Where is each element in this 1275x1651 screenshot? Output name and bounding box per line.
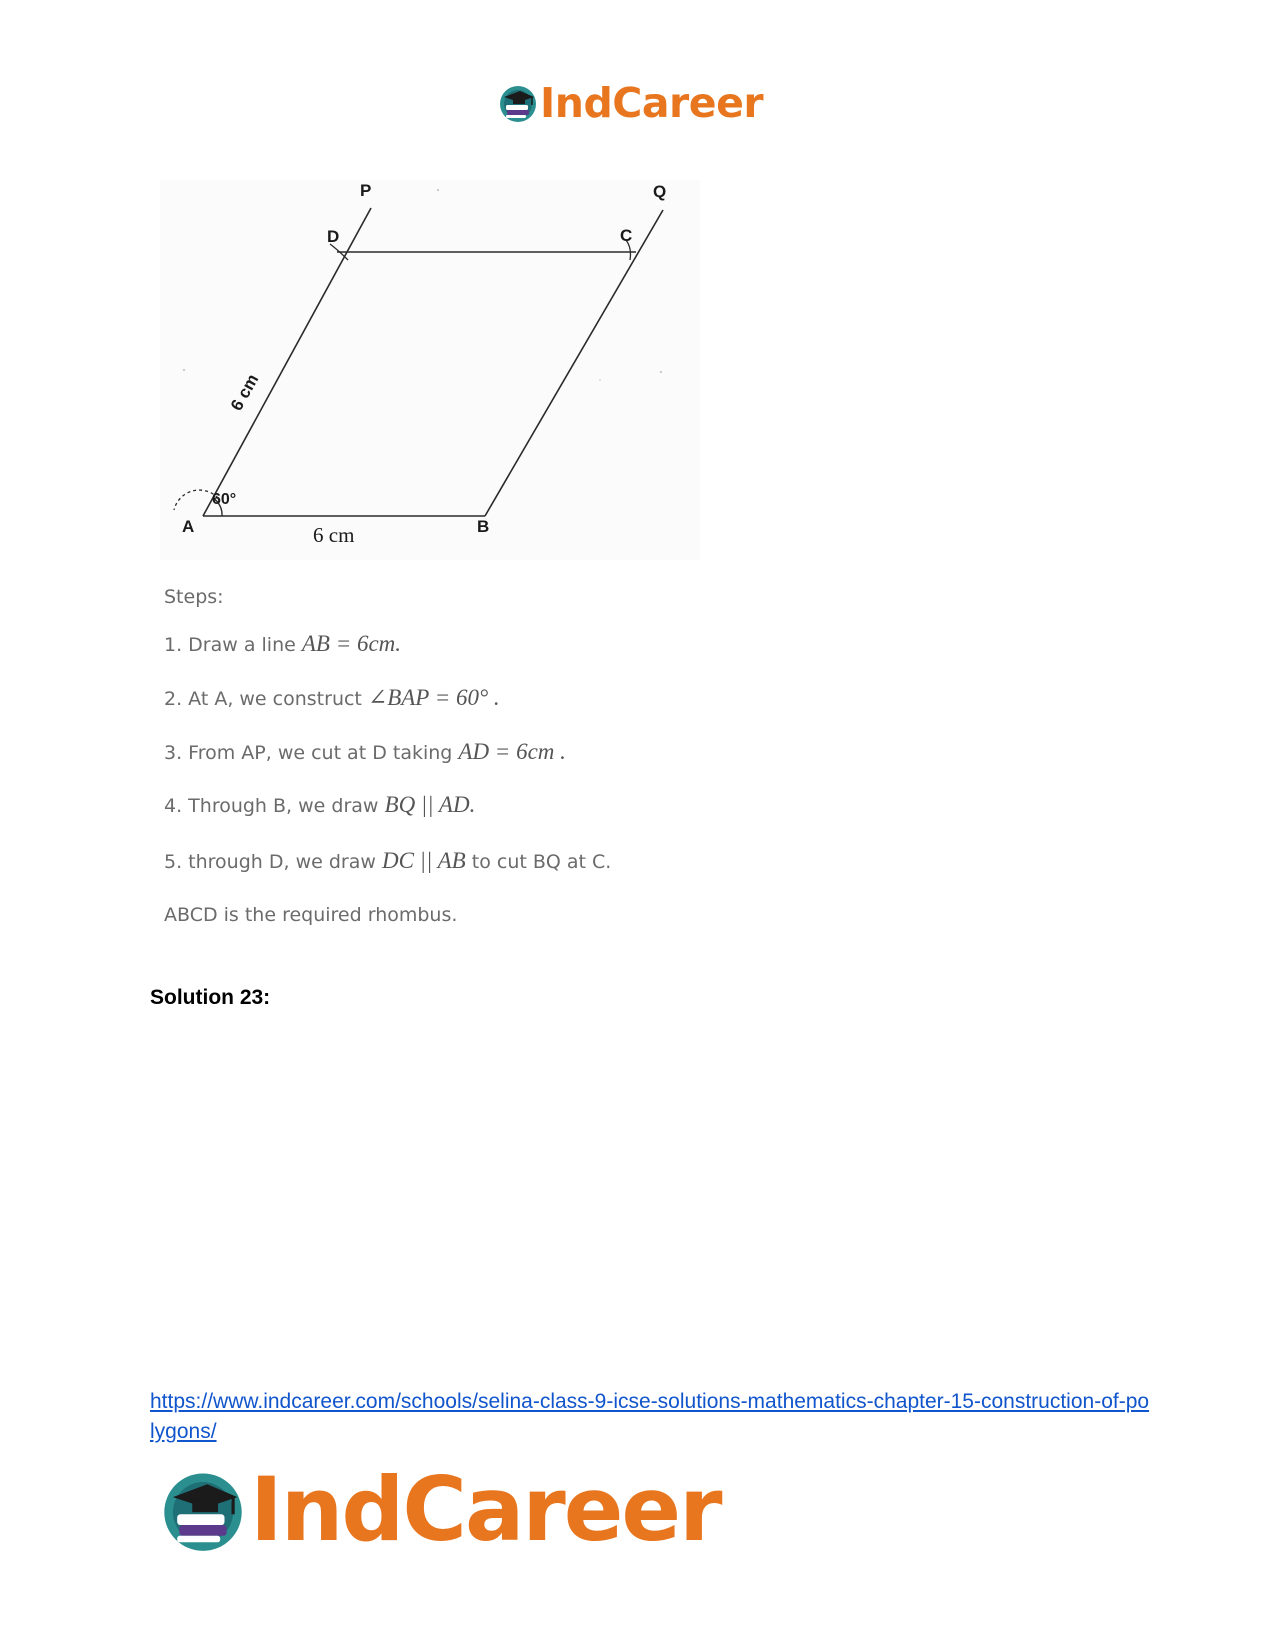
step-5-tail: to cut BQ at C. [471, 851, 612, 873]
rhombus-construction-figure [160, 180, 700, 560]
side-ad-length-label: 6 cm [226, 370, 263, 414]
graduation-cap-books-icon [498, 83, 538, 123]
rhombus-diagram [160, 180, 700, 560]
side-ab-length-label: 6 cm [313, 523, 355, 547]
solution-heading: Solution 23: [150, 986, 271, 1009]
brand-name: IndCareer [250, 1458, 721, 1561]
source-url-link[interactable]: https://www.indcareer.com/schools/selina-class-9-icse-solutions-mathematics-chapter-15-construction-of-polygons/ [150, 1390, 1150, 1443]
label-b: B [477, 517, 490, 536]
brand-name: IndCareer [540, 78, 764, 127]
step-2 [164, 683, 500, 713]
angle-label: 60° [212, 491, 237, 508]
steps-title: Steps: [164, 586, 224, 608]
label-a: A [182, 517, 195, 536]
graduation-cap-books-icon [160, 1467, 246, 1553]
step-3-text: 3. From AP, we cut at D taking [164, 742, 453, 764]
step-4 [164, 790, 475, 820]
footer-logo [160, 1460, 721, 1560]
step-2-text: 2. At A, we construct [164, 688, 362, 710]
step-5 [164, 846, 611, 876]
label-q: Q [653, 182, 667, 201]
step-3-math: AD = 6cm . [458, 739, 566, 764]
step-4-math: BQ || AD. [384, 792, 476, 817]
step-5-math: DC || AB [381, 848, 466, 873]
header-logo [498, 78, 763, 128]
conclusion: ABCD is the required rhombus. [164, 904, 458, 926]
step-2-math: ∠BAP = 60° . [367, 685, 500, 710]
ray-ap [203, 208, 371, 516]
label-p: P [360, 181, 372, 200]
step-3 [164, 737, 566, 767]
step-1-text: 1. Draw a line [164, 634, 296, 656]
step-1-math: AB = 6cm. [301, 631, 402, 656]
step-4-text: 4. Through B, we draw [164, 795, 379, 817]
label-d: D [327, 227, 340, 246]
step-1 [164, 629, 401, 659]
ray-bq [485, 210, 663, 516]
step-5-text: 5. through D, we draw [164, 851, 376, 873]
label-c: C [620, 226, 633, 245]
